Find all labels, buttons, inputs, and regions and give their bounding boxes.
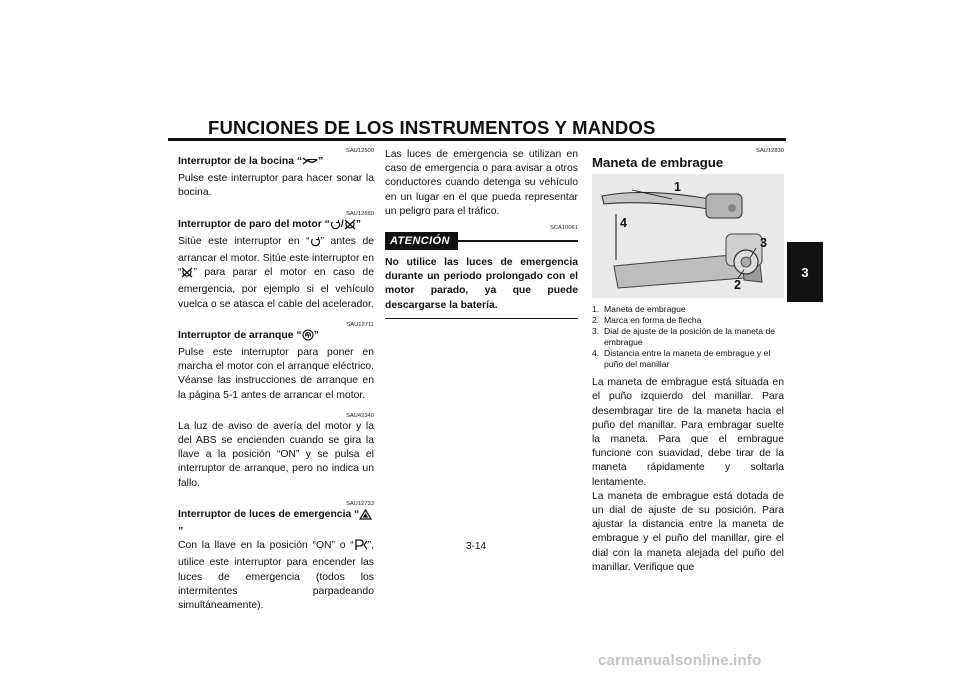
clutch-lever-drawing (592, 174, 784, 298)
caption-item (592, 304, 784, 315)
heading-text: ” (355, 218, 361, 230)
section-code: SAU12830 (755, 148, 784, 154)
caption-number: 4. (592, 348, 600, 359)
callout-1: 1 (674, 180, 681, 195)
hazard-section (178, 501, 374, 613)
hazard-heading (178, 508, 374, 539)
section-code: SCA10061 (549, 225, 578, 232)
start-section (178, 322, 374, 403)
page-header-title: FUNCIONES DE LOS INSTRUMENTOS Y MANDOS (208, 117, 656, 138)
engine-run-icon (310, 236, 321, 252)
middle-column (385, 148, 578, 319)
start-body: Pulse este interruptor para poner en marcha el motor con el arranque eléctrico. Véanse las instrucciones de arranque en la página 5-1 antes de arrancar el motor. (178, 347, 374, 401)
abs-section (178, 413, 374, 491)
hazard-icon (359, 509, 372, 525)
parking-icon (354, 539, 368, 556)
hazard-body (178, 539, 374, 613)
heading-text: Interruptor de la bocina “ (178, 156, 303, 167)
caption-number: 1. (592, 304, 600, 315)
body-text: ” antes de arrancar el motor. Sitúe este interruptor en “ (178, 235, 374, 279)
warning-rule (458, 240, 578, 242)
warning-label: ATENCIÓN (385, 232, 458, 250)
abs-body: La luz de aviso de avería del motor y la del ABS se encienden cuando se gira la llave a la posición “ON” y se pulsa el interruptor de arranque, pero no indica un fallo. (178, 420, 374, 489)
caption-item (592, 348, 784, 370)
hazard-usage-body: Las luces de emergencia se utilizan en caso de emergencia o para avisar a otros conductores cuando detenga su vehículo en un lugar en el que pueda representar un peligro para el tráfico. (385, 149, 578, 217)
clutch-body-1: La maneta de embrague está situada en el puño izquierdo del manillar. Para desembragar tire de la maneta hacia el puño del manillar. Para embragar suelte la maneta. Para que el embrague funcione con suavidad, debe tirar de la maneta rápidamente y soltarla lentamente. (592, 377, 784, 488)
left-column (178, 148, 374, 623)
body-text: ” para parar el motor en caso de emergencia, por ejemplo si el vehículo vuelca o se atasca el cable del acelerador. (178, 267, 374, 310)
caption-text: Maneta de embrague (604, 304, 686, 315)
section-code: SAU12660 (345, 210, 374, 217)
starter-icon (302, 329, 314, 346)
body-text: Con la llave en la posición “ON” o “ (178, 540, 354, 552)
heading-text: ” (178, 526, 184, 538)
caption-number: 3. (592, 326, 600, 337)
body-text: Sitúe este interruptor en “ (178, 235, 310, 247)
heading-text: / (340, 218, 344, 230)
heading-text: Interruptor de luces de emergencia “ (178, 508, 360, 520)
heading-text: ” (318, 156, 324, 167)
horn-icon (302, 156, 318, 172)
engine-stop-icon (181, 267, 193, 283)
heading-text: ” (313, 329, 319, 341)
warning-box (385, 225, 578, 319)
page-number: 3-14 (466, 541, 487, 552)
callout-4: 4 (620, 216, 627, 231)
horn-body: Pulse este interruptor para hacer sonar la bocina. (178, 173, 374, 199)
caption-item (592, 326, 784, 348)
caption-text: Distancia entre la maneta de embrague y el puño del manillar (604, 348, 771, 370)
section-code: SAU12500 (345, 148, 374, 154)
warning-text: No utilice las luces de emergencia durante un periodo prolongado con el motor parado, ya que puede descargarse la batería. (385, 257, 578, 311)
callout-2: 2 (734, 278, 741, 293)
right-column (592, 148, 784, 575)
section-title: Maneta de embrague (592, 155, 724, 170)
heading-text: Interruptor de arranque “ (178, 329, 302, 341)
caption-text: Marca en forma de flecha (604, 315, 702, 326)
header-rule (168, 138, 786, 141)
section-code: SAU12711 (346, 321, 374, 328)
caption-number: 2. (592, 315, 600, 326)
engine-stop-heading (178, 218, 374, 235)
callout-3: 3 (760, 236, 767, 251)
section-code: SAU42340 (345, 412, 374, 419)
section-code: SAU12733 (345, 500, 374, 507)
clutch-lever-illustration (592, 174, 784, 298)
body-text: ”, utilice este interruptor para encender las luces de emergencia (todos los intermitentes parpadeando simultáneamente). (178, 540, 374, 612)
start-heading (178, 329, 374, 346)
horn-section (178, 148, 374, 201)
caption-item (592, 315, 784, 326)
engine-stop-body (178, 235, 374, 312)
caption-text: Dial de ajuste de la posición de la maneta de embrague (604, 326, 776, 348)
clutch-body-2: La maneta de embrague está dotada de un dial de ajuste de su posición. Para ajustar la distancia entre la maneta de embrague y el puño del manillar, gire el dial con la maneta alejada del puño del manillar. Verifique que (592, 490, 784, 573)
figure-caption-list (592, 304, 784, 370)
engine-stop-icon (344, 219, 356, 235)
watermark: carmanualsonline.info (598, 652, 762, 669)
engine-stop-section (178, 211, 374, 312)
engine-run-icon (330, 219, 341, 235)
warning-header (385, 232, 578, 250)
heading-text: Interruptor de paro del motor “ (178, 218, 330, 230)
chapter-tab: 3 (787, 242, 823, 302)
horn-heading (178, 155, 374, 172)
